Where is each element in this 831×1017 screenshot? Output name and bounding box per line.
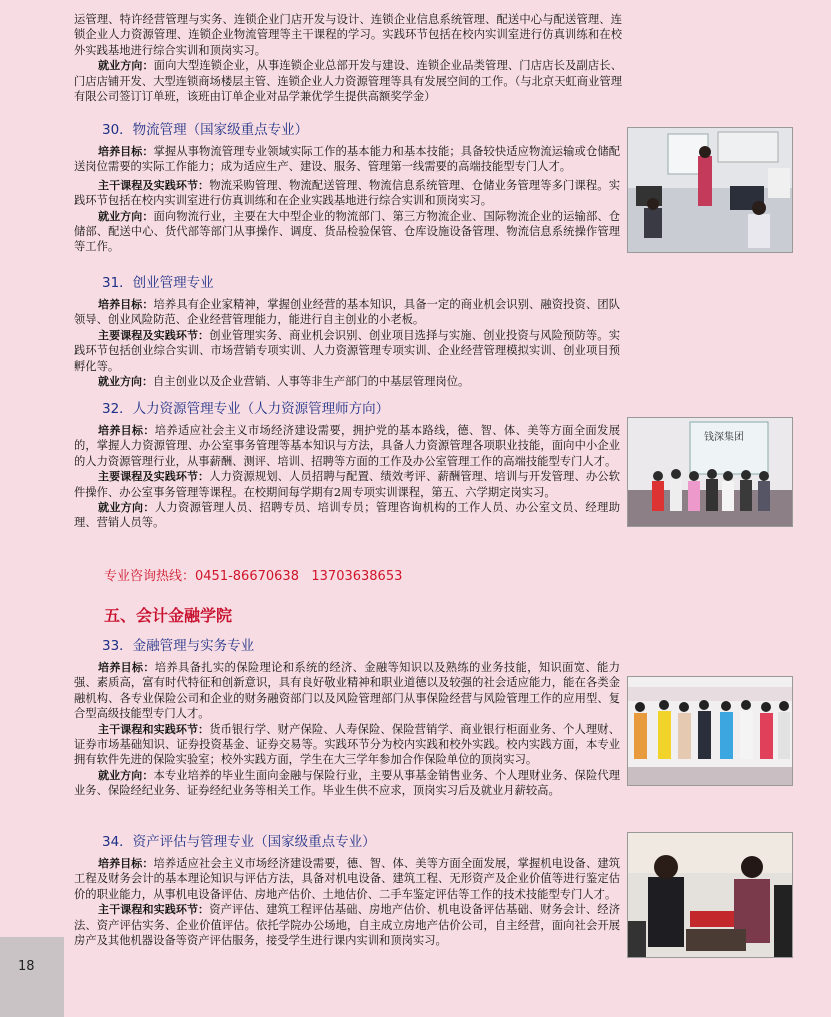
major-title: 33．金融管理与实务专业 — [102, 638, 255, 654]
hotline-label: 专业咨询热线： — [104, 569, 196, 584]
text: 掌握从事物流管理专业领域实际工作的基本能力和基本技能；具备较快适应物流运输或仓储配送岗位需要的实际工作能力；成为适应生产、建设、服务、管理第一线需要的高端技能型专门人才。 — [74, 145, 621, 174]
page-number: 18 — [18, 959, 35, 974]
employment — [74, 374, 620, 389]
signing-ceremony-photo — [627, 832, 793, 958]
label: 就业方向： — [98, 375, 153, 389]
logistics-classroom-photo — [627, 127, 793, 253]
label: 培养目标： — [98, 424, 155, 437]
major-32 — [74, 397, 620, 531]
label: 培养目标： — [98, 145, 154, 158]
major-title: 34．资产评估与管理专业（国家级重点专业） — [102, 834, 376, 850]
label: 培养目标： — [98, 298, 154, 311]
label: 主干课程和实践环节： — [98, 903, 210, 917]
hotline-phone-1: 0451-86670638 — [195, 569, 299, 584]
intro-employment — [74, 58, 622, 104]
text: 创业管理实务、商业机会识别、创业项目选择与实施、创业投资与风险预防等。实践环节包括创业综合实训、市场营销专项实训、人力资源管理专项实训、企业经营管理模拟实训、创业项目预孵化等。 — [74, 328, 620, 373]
training-goal — [74, 297, 620, 328]
intro-block — [74, 12, 622, 104]
label: 就业方向： — [98, 768, 154, 782]
courses — [74, 469, 620, 500]
label: 培养目标： — [98, 857, 154, 870]
text: 货币银行学、财产保险、人寿保险、保险营销学、商业银行柜面业务、个人理财、证券市场基础知识、证券投资基金、证券交易等。实践环节分为校内实践和校外实践。校内实践方面，本专业拥有软件先进的保险实验室；校外实践方面，学生在大三学年参加合作保险单位的顶岗实习。 — [74, 722, 620, 767]
major-34 — [74, 830, 620, 948]
courses — [74, 902, 620, 948]
training-goal — [74, 144, 620, 175]
employment — [74, 209, 620, 255]
label: 主要课程及实践环节： — [98, 470, 210, 484]
major-31 — [74, 271, 620, 389]
label: 主干课程和实践环节： — [98, 722, 210, 736]
courses — [74, 328, 620, 374]
major-title: 32．人力资源管理专业（人力资源管理师方向） — [102, 401, 390, 417]
text: 培养具有企业家精神，掌握创业经营的基本知识，具备一定的商业机会识别、融资投资、团队领导、创业风险防范、企业经营管理能力，能进行自主创业的小老板。 — [74, 298, 621, 327]
text: 面向物流行业，主要在大中型企业的物流部门、第三方物流企业、国际物流企业的运输部、仓储部、配送中心、货代部等部门从事操作、调度、货品检验保管、仓库设施设备管理、物流信息系统操作管理等工作。 — [74, 209, 621, 254]
text: 本专业培养的毕业生面向金融与保险行业，主要从事基金销售业务、个人理财业务、保险代理业务、保险经纪业务、证券经纪业务等相关工作。毕业生供不应求，顶岗实习后及就业月薪较高。 — [74, 768, 621, 798]
text: 资产评估、建筑工程评估基础、房地产估价、机电设备评估基础、财务会计、经济法、资产评估实务、企业价值评估。依托学院办公场地，自主成立房地产估价公司，自主经营，面向社会开展房产及其他机器设备等资产评估服务，接受学生进行课内实训和顶岗实习。 — [74, 903, 620, 948]
label: 主要课程及实践环节： — [98, 328, 210, 342]
employment — [74, 768, 620, 799]
text: 培养适应社会主义市场经济建设需要，拥护党的基本路线，德、智、体、美等方面全面发展的，掌握人力资源管理、办公室事务管理等基本知识与方法，具备人力资源管理各项职业技能，面向中小企业的人力资源管理行业，从事薪酬、测评、培训、招聘等方面的工作及办公室管理工作的高端技能型专门人才。 — [74, 424, 620, 468]
courses — [74, 178, 620, 209]
text: 面向大型连锁企业，从事连锁企业总部开发与建设、连锁企业品类管理、门店店长及副店长、门店店铺开发、大型连锁商场楼层主管、连锁企业人力资源管理等具有发展空间的工作。（与北京天虹商业管理有限公司签订订单班，该班由订单企业对品学兼优学生提供高额奖学金） — [74, 59, 622, 104]
intro-text: 运管理、特许经营管理与实务、连锁企业门店开发与设计、连锁企业信息系统管理、配送中心与配送管理、连锁企业人力资源管理、连锁企业物流管理等主干课程的学习。实践环节包括在校内实训室进行仿真训练和在校外实践基地进行综合实训和顶岗实习。 — [74, 13, 622, 57]
major-title: 30．物流管理（国家级重点专业） — [102, 122, 309, 138]
label: 主干课程及实践环节： — [98, 178, 210, 192]
major-33 — [74, 634, 620, 799]
text: 自主创业以及企业营销、人事等非生产部门的中基层管理岗位。 — [153, 375, 470, 389]
text: 人力资源规划、人员招聘与配置、绩效考评、薪酬管理、培训与开发管理、办公软件操作、办公室事务管理等课程。在校期间每学期有2周专项实训课程，第五、六学期定岗实习。 — [74, 470, 620, 499]
training-goal — [74, 856, 620, 902]
courses — [74, 722, 620, 768]
label: 就业方向： — [98, 501, 155, 515]
major-title: 31．创业管理专业 — [102, 275, 214, 291]
text: 培养具备扎实的保险理论和系统的经济、金融等知识以及熟练的业务技能，知识面宽、能力强、素质高，富有时代特征和创新意识，具有良好敬业精神和职业道德以及较强的社会适应能力，能在各类金融机构、各专业保险公司和企业的财务融资部门以及风险管理部门从事保险经营与风险管理工作的应用型、复合型高级技能型专门人才。 — [74, 661, 620, 721]
employment — [74, 500, 620, 531]
text: 物流采购管理、物流配送管理、物流信息系统管理、仓储业务管理等多门课程。实践环节包括在校内实训室进行仿真训练和在企业实践基地进行综合实训和顶岗实习。 — [74, 178, 620, 208]
hr-group-photo — [627, 417, 793, 527]
hotline-phone-2: 13703638653 — [311, 569, 403, 584]
label: 培养目标： — [98, 661, 155, 674]
training-goal — [74, 423, 620, 469]
major-30 — [74, 118, 620, 255]
consult-hotline — [104, 565, 402, 584]
training-goal — [74, 660, 620, 722]
finance-group-photo — [627, 676, 793, 786]
label: 就业方向： — [98, 209, 154, 223]
text: 人力资源管理人员、招聘专员、培训专员；管理咨询机构的工作人员、办公室文员、经理助理、营销人员等。 — [74, 501, 620, 530]
college-heading: 五、会计金融学院 — [104, 606, 233, 625]
text: 培养适应社会主义市场经济建设需要，德、智、体、美等方面全面发展，掌握机电设备、建筑工程及财务会计的基本理论知识与评估方法，具备对机电设备、建筑工程、无形资产及企业价值等进行鉴定估价的职业能力，从事机电设备评估、房地产估价、土地估价、二手车鉴定评估等工作的技术技能型专门人才。 — [74, 857, 621, 901]
label: 就业方向： — [98, 59, 154, 73]
banner-text: 钱深集团 — [704, 432, 744, 443]
page-number-tab — [0, 937, 64, 1017]
